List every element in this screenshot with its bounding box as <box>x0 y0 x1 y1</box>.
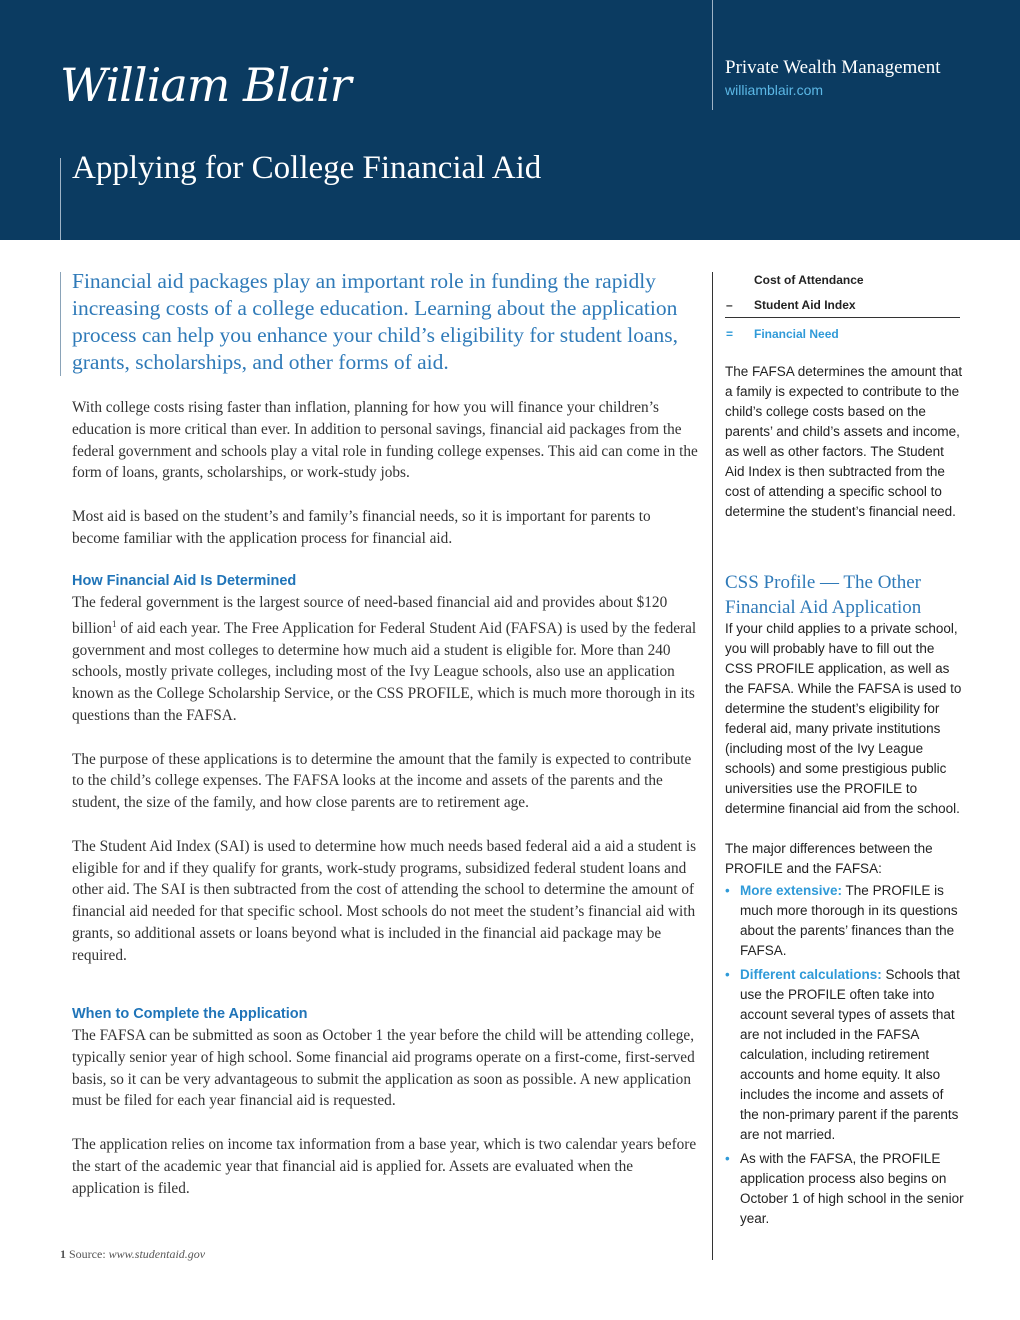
differences-intro: The major differences between the PROFILE and the FAFSA: <box>725 841 933 876</box>
section-heading: When to Complete the Application <box>72 1006 308 1022</box>
minus-operator: – <box>726 298 733 312</box>
css-profile-heading: CSS Profile — The Other Financial Aid Application <box>725 572 922 618</box>
intro-accent-bar <box>60 272 61 376</box>
intro-paragraph: Financial aid packages play an important role in funding the rapidly increasing costs of a college education. Learning about the application process can help you enhance your child’s eligibility for student loans, grants, scholarships, and other forms of aid. <box>72 269 679 374</box>
column-divider <box>712 272 713 1260</box>
fafsa-explanation: The FAFSA determines the amount that a family is expected to contribute to the child’s college costs based on the parents’ and child’s assets and income, as well as other factors. The Student Aid Index is then subtracted from the cost of attending a specific school to determine the student’s financial need. <box>725 364 963 519</box>
division-name: Private Wealth Management <box>725 57 941 78</box>
section-paragraph: The federal government is the largest source of need-based financial aid and provides about $120 billion$^1$ of aid each year. The Free Application for Federal Student Aid (FAFSA) is used by the federal government and most colleges to determine how much aid a student is eligible for. More than 240 schools, mostly private colleges, including most of the Ivy League schools, also use an application known as the College Scholarship Service, or the CSS PROFILE, which is much more thorough in its questions than the FAFSA. <box>72 594 697 725</box>
footnote-ref: 1 <box>111 618 117 629</box>
page-header <box>0 0 1020 240</box>
section-paragraph: The application relies on income tax information from a base year, which is two calendar years before the start of the academic year that financial aid is applied for. Assets are evaluated when the application is filed. <box>72 1135 697 1197</box>
equation-financial-need: Financial Need <box>754 327 839 341</box>
company-logo: William Blair <box>60 58 351 112</box>
list-item: • Different calculations: Schools that use the PROFILE often take into account several types of assets that are not included in the FAFSA calculation, including retirement accounts and home equity. It also includes the income and assets of the non-primary parent if the parents are not married. <box>725 967 960 1142</box>
footnote: 1 Source: www.studentaid.gov <box>60 1247 206 1261</box>
page-title: Applying for College Financial Aid <box>72 150 542 186</box>
equation-cost-of-attendance: Cost of Attendance <box>754 273 864 287</box>
website-link[interactable]: williamblair.com <box>725 82 824 98</box>
footnote-source: www.studentaid.gov <box>108 1247 206 1261</box>
equation-rule <box>725 317 960 318</box>
body-paragraph-2: Most aid is based on the student’s and family’s financial needs, so it is important for parents to become familiar with the application process for financial aid. <box>72 508 651 547</box>
section-paragraph: The Student Aid Index (SAI) is used to determine how much needs based federal aid a aid a student is eligible for and if they qualify for grants, work-study programs, subsidized federal student loans and other aid. The SAI is then subtracted from the cost of attending the school to determine the amount of financial aid needed for that specific school. Most schools do not meet the student’s financial aid with grants, so additional assets or loans beyond what is included in the financial aid package may be required. <box>72 837 697 964</box>
equation-student-aid-index: Student Aid Index <box>754 298 856 312</box>
section-paragraph: The FAFSA can be submitted as soon as October 1 the year before the child will be attending college, typically senior year of high school. Some financial aid programs operate on a first-come, first-served basis, so it can be very advantageous to submit the application as soon as possible. A new application must be filed for each year financial aid is requested. <box>72 1027 695 1110</box>
section-determined <box>72 571 702 967</box>
section-when <box>72 1004 702 1199</box>
body-paragraph-1: With college costs rising faster than inflation, planning for how you will finance your children’s education is more critical than ever. In addition to personal savings, financial aid packages from the federal government and schools play a vital role in funding college expenses. This aid can come in the form of loans, grants, scholarships, or work-study jobs. <box>72 399 698 482</box>
differences-list <box>725 881 965 1229</box>
section-heading: How Financial Aid Is Determined <box>72 573 297 589</box>
title-accent-bar <box>60 158 61 240</box>
equals-operator: = <box>726 327 734 341</box>
list-item: • More extensive: The PROFILE is much more thorough in its questions about the parents’ finances than the FAFSA. <box>725 883 958 958</box>
list-item: • As with the FAFSA, the PROFILE application process also begins on October 1 of high school in the senior year. <box>725 1151 964 1226</box>
section-paragraph: The purpose of these applications is to determine the amount that the family is expected to contribute to the child’s college expenses. The FAFSA looks at the income and assets of the parents and the student, the size of the family, and how close parents are to retirement age. <box>72 750 692 812</box>
css-profile-body: If your child applies to a private school, you will probably have to fill out the CSS PROFILE application, as well as the FAFSA. While the FAFSA is used to determine the student’s eligibility for federal aid, many private institutions (including most of the Ivy League schools) and some prestigious public universities use the PROFILE to determine financial aid from the school. The major differences between the PROFILE and the FAFSA: • More extensive: The PROFILE is much more thorough in its questions about the parents’ finances than the FAFSA. • Different calculations: Schools that use the PROFILE often take into account several types of assets that are not included in the FAFSA calculation, including retirement accounts and home equity. It also includes the income and assets of the non-primary parent if the parents are not married. • As with the FAFSA, the PROFILE application process also begins on October 1 of high school in the senior year. <box>725 619 965 1233</box>
header-divider <box>712 0 713 110</box>
